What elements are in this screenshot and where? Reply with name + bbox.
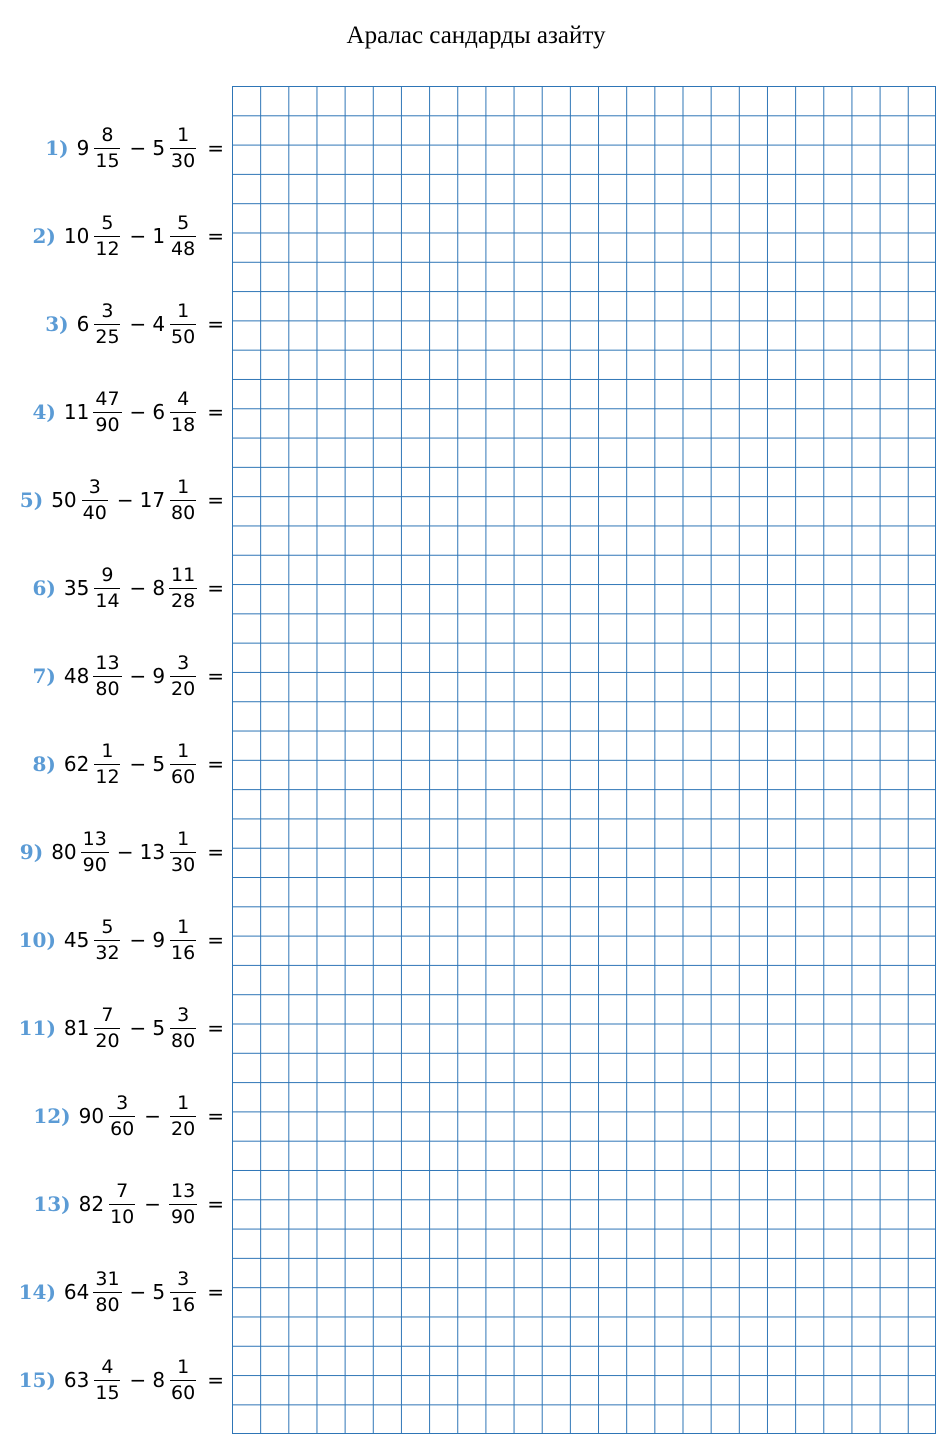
minuend-whole: 35	[63, 576, 90, 600]
equals-sign: =	[207, 224, 224, 248]
subtrahend-fraction	[169, 211, 197, 260]
minuend-whole: 90	[78, 1104, 105, 1128]
minuend-whole: 10	[63, 224, 90, 248]
minus-sign: −	[129, 1016, 147, 1040]
minus-sign: −	[129, 576, 147, 600]
problem-number: 10)	[18, 928, 56, 952]
problem-number: 13)	[33, 1192, 71, 1216]
subtrahend-fraction	[169, 651, 197, 700]
equals-sign: =	[207, 1280, 224, 1304]
subtrahend-denominator: 50	[171, 325, 196, 348]
minus-sign: −	[129, 1280, 147, 1304]
minuend-denominator: 10	[110, 1205, 135, 1228]
minuend-numerator: 5	[94, 918, 120, 941]
equals-sign: =	[207, 928, 224, 952]
minuend-fraction	[108, 1179, 136, 1228]
subtrahend-denominator: 30	[171, 853, 196, 876]
minus-sign: −	[129, 136, 147, 160]
problem-number: 12)	[33, 1104, 71, 1128]
problem-number: 14)	[18, 1280, 56, 1304]
minuend-numerator: 3	[94, 302, 120, 325]
minuend-whole: 80	[51, 840, 77, 864]
equals-sign: =	[207, 136, 224, 160]
minuend-denominator: 20	[95, 1029, 120, 1052]
minuend-fraction	[93, 1267, 121, 1316]
minuend-denominator: 15	[95, 1381, 120, 1404]
problem-number: 2)	[32, 224, 56, 248]
minus-sign: −	[129, 752, 147, 776]
subtrahend-fraction	[169, 827, 197, 876]
minuend-fraction	[93, 739, 121, 788]
subtrahend-whole: 9	[152, 664, 166, 688]
minuend-numerator: 7	[94, 1006, 120, 1029]
subtrahend-denominator: 20	[171, 1117, 196, 1140]
problem-row	[19, 1262, 224, 1322]
subtrahend-whole: 8	[152, 576, 166, 600]
problem-number: 8)	[32, 752, 56, 776]
minuend-whole: 11	[63, 400, 90, 424]
minuend-whole: 82	[78, 1192, 105, 1216]
minuend-fraction	[81, 475, 109, 524]
minuend-whole: 48	[63, 664, 90, 688]
problem-row	[19, 910, 224, 970]
subtrahend-numerator: 1	[170, 1358, 196, 1381]
minuend-fraction	[81, 827, 109, 876]
problem-row	[33, 646, 224, 706]
subtrahend-fraction	[169, 387, 197, 436]
subtrahend-whole: 8	[152, 1368, 166, 1392]
minus-sign: −	[129, 1368, 147, 1392]
problem-row	[33, 734, 224, 794]
problem-row	[19, 998, 224, 1058]
subtrahend-numerator: 3	[170, 1270, 196, 1293]
problem-row	[20, 822, 224, 882]
minuend-numerator: 31	[93, 1270, 121, 1293]
subtrahend-fraction	[169, 1179, 197, 1228]
subtrahend-fraction	[169, 1003, 197, 1052]
subtrahend-fraction	[169, 1091, 197, 1140]
problem-row	[33, 1086, 224, 1146]
subtrahend-numerator: 1	[170, 302, 196, 325]
minuend-numerator: 7	[109, 1182, 135, 1205]
subtrahend-fraction	[169, 739, 197, 788]
minus-sign: −	[116, 840, 134, 864]
problem-row	[45, 118, 224, 178]
problem-row	[33, 1174, 224, 1234]
subtrahend-denominator: 20	[171, 677, 196, 700]
minuend-fraction	[93, 299, 121, 348]
problem-number: 9)	[19, 840, 44, 864]
equals-sign: =	[207, 752, 224, 776]
subtrahend-whole: 13	[139, 840, 166, 864]
problem-number: 5)	[19, 488, 44, 512]
subtrahend-numerator: 3	[170, 1006, 196, 1029]
problem-row	[19, 1350, 224, 1410]
minuend-whole: 81	[63, 1016, 90, 1040]
subtrahend-denominator: 80	[171, 501, 196, 524]
subtrahend-numerator: 4	[170, 390, 196, 413]
subtrahend-numerator: 1	[170, 918, 196, 941]
minus-sign: −	[129, 400, 147, 424]
minuend-fraction	[108, 1091, 136, 1140]
subtrahend-denominator: 16	[171, 941, 196, 964]
problem-number: 15)	[18, 1368, 56, 1392]
equals-sign: =	[207, 1104, 224, 1128]
subtrahend-whole: 17	[139, 488, 166, 512]
minuend-numerator: 3	[82, 478, 108, 501]
subtrahend-fraction	[169, 563, 197, 612]
subtrahend-whole: 1	[152, 224, 166, 248]
subtrahend-whole: 5	[152, 1280, 166, 1304]
equals-sign: =	[207, 1368, 224, 1392]
problem-row	[45, 294, 224, 354]
problem-row	[33, 382, 224, 442]
subtrahend-denominator: 60	[171, 1381, 196, 1404]
problem-number: 3)	[45, 312, 69, 336]
equals-sign: =	[207, 1192, 224, 1216]
subtrahend-whole: 5	[152, 1016, 166, 1040]
subtrahend-denominator: 60	[171, 765, 196, 788]
subtrahend-numerator: 5	[170, 214, 196, 237]
minus-sign: −	[129, 312, 147, 336]
answer-grid[interactable]	[232, 86, 936, 1434]
minuend-whole: 9	[76, 136, 90, 160]
equals-sign: =	[207, 840, 224, 864]
minuend-numerator: 13	[81, 830, 109, 853]
minuend-numerator: 13	[93, 654, 121, 677]
minus-sign: −	[129, 928, 147, 952]
equals-sign: =	[207, 400, 224, 424]
minuend-denominator: 25	[95, 325, 120, 348]
equals-sign: =	[207, 488, 224, 512]
subtrahend-denominator: 18	[171, 413, 196, 436]
minuend-fraction	[93, 651, 121, 700]
subtrahend-whole: 9	[152, 928, 166, 952]
subtrahend-whole: 4	[152, 312, 166, 336]
subtrahend-numerator: 11	[169, 566, 197, 589]
minuend-whole: 63	[63, 1368, 90, 1392]
minuend-fraction	[93, 1003, 121, 1052]
minuend-denominator: 80	[95, 677, 120, 700]
minus-sign: −	[129, 224, 147, 248]
minuend-denominator: 90	[95, 413, 120, 436]
subtrahend-denominator: 30	[171, 149, 196, 172]
subtrahend-numerator: 1	[170, 742, 196, 765]
minus-sign: −	[144, 1192, 162, 1216]
subtrahend-numerator: 1	[170, 1094, 196, 1117]
minuend-numerator: 47	[93, 390, 121, 413]
minuend-fraction	[93, 211, 121, 260]
problem-row	[33, 206, 224, 266]
equals-sign: =	[207, 576, 224, 600]
equals-sign: =	[207, 664, 224, 688]
minuend-whole: 62	[63, 752, 90, 776]
page-title: Аралас сандарды азайту	[346, 22, 606, 49]
minuend-denominator: 15	[95, 149, 120, 172]
problem-row	[20, 470, 224, 530]
minus-sign: −	[144, 1104, 162, 1128]
minuend-denominator: 60	[110, 1117, 135, 1140]
problem-number: 7)	[32, 664, 56, 688]
subtrahend-numerator: 1	[170, 126, 196, 149]
minuend-whole: 6	[76, 312, 90, 336]
minuend-whole: 50	[51, 488, 77, 512]
subtrahend-fraction	[169, 475, 197, 524]
minuend-numerator: 5	[94, 214, 120, 237]
minuend-numerator: 4	[94, 1358, 120, 1381]
subtrahend-whole: 6	[152, 400, 166, 424]
minuend-fraction	[93, 1355, 121, 1404]
subtrahend-fraction	[169, 1355, 197, 1404]
subtrahend-numerator: 1	[170, 830, 196, 853]
minuend-denominator: 90	[82, 853, 107, 876]
problem-number: 6)	[32, 576, 56, 600]
minuend-whole: 64	[63, 1280, 90, 1304]
subtrahend-denominator: 90	[171, 1205, 196, 1228]
minus-sign: −	[116, 488, 134, 512]
minuend-fraction	[93, 387, 121, 436]
minuend-numerator: 8	[94, 126, 120, 149]
minuend-denominator: 14	[95, 589, 120, 612]
subtrahend-numerator: 13	[169, 1182, 197, 1205]
minuend-denominator: 40	[82, 501, 107, 524]
minuend-numerator: 9	[94, 566, 120, 589]
problem-number: 11)	[18, 1016, 56, 1040]
minuend-fraction	[93, 563, 121, 612]
subtrahend-fraction	[169, 915, 197, 964]
subtrahend-fraction	[169, 1267, 197, 1316]
subtrahend-fraction	[169, 299, 197, 348]
minuend-denominator: 12	[95, 237, 120, 260]
minuend-fraction	[93, 915, 121, 964]
minuend-numerator: 1	[94, 742, 120, 765]
subtrahend-whole: 5	[152, 136, 166, 160]
problem-row	[33, 558, 224, 618]
problem-number: 4)	[32, 400, 56, 424]
subtrahend-whole: 5	[152, 752, 166, 776]
subtrahend-denominator: 16	[171, 1293, 196, 1316]
problem-number: 1)	[45, 136, 69, 160]
minuend-denominator: 32	[95, 941, 120, 964]
equals-sign: =	[207, 312, 224, 336]
minuend-whole: 45	[63, 928, 90, 952]
minuend-denominator: 80	[95, 1293, 120, 1316]
subtrahend-numerator: 3	[170, 654, 196, 677]
equals-sign: =	[207, 1016, 224, 1040]
minuend-fraction	[93, 123, 121, 172]
subtrahend-denominator: 80	[171, 1029, 196, 1052]
minuend-numerator: 3	[109, 1094, 135, 1117]
subtrahend-numerator: 1	[170, 478, 196, 501]
subtrahend-denominator: 48	[171, 237, 196, 260]
minuend-denominator: 12	[95, 765, 120, 788]
subtrahend-denominator: 28	[171, 589, 196, 612]
minus-sign: −	[129, 664, 147, 688]
subtrahend-fraction	[169, 123, 197, 172]
